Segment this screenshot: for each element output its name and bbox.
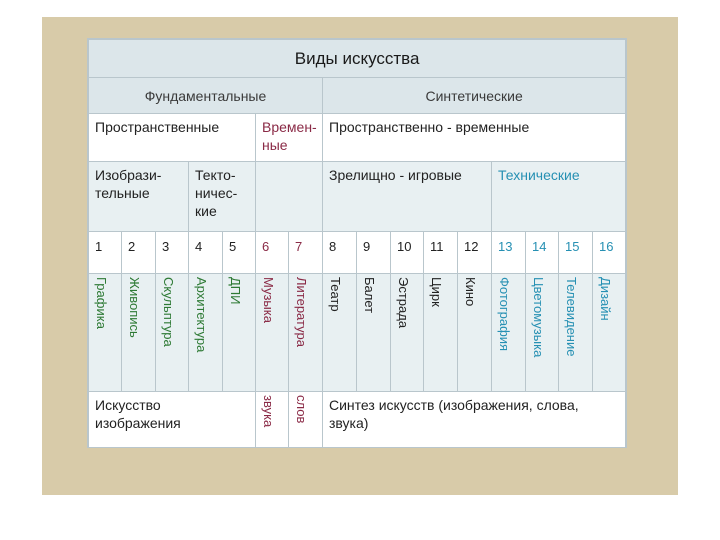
category-temporal: Времен- ные: [256, 114, 323, 162]
art-name: Цирк: [429, 277, 444, 307]
art-cell: [492, 274, 526, 392]
art-cell: [559, 274, 593, 392]
art-name: Литература: [294, 277, 309, 347]
art-number: 8: [323, 232, 357, 274]
art-number: 12: [458, 232, 492, 274]
art-name: Эстрада: [396, 277, 411, 329]
bottom-words: слов: [294, 395, 309, 424]
art-number: 2: [122, 232, 156, 274]
art-number: 4: [189, 232, 223, 274]
subcategory-tectonic: Текто- ничес- кие: [189, 162, 256, 232]
art-cell: [223, 274, 256, 392]
bottom-sound: звука: [261, 395, 276, 428]
art-cell: [122, 274, 156, 392]
art-cell: [526, 274, 559, 392]
table-title: Виды искусства: [89, 40, 626, 78]
art-name: Кино: [463, 277, 478, 307]
art-number: 7: [289, 232, 323, 274]
category-spatial: Пространственные: [89, 114, 256, 162]
art-cell: [156, 274, 189, 392]
bottom-image-arts: Искусство изображения: [89, 392, 256, 448]
art-cell: [458, 274, 492, 392]
art-name: Живопись: [127, 277, 142, 338]
bottom-synthesis: Синтез искусств (изображения, слова, звука): [323, 392, 626, 448]
art-name: Дизайн: [598, 277, 613, 321]
group-fundamental: Фундаментальные: [89, 78, 323, 114]
art-cell: [289, 274, 323, 392]
group-synthetic: Синтетические: [323, 78, 626, 114]
art-number: 5: [223, 232, 256, 274]
art-name: ДПИ: [228, 277, 243, 305]
art-number: 1: [89, 232, 122, 274]
art-name: Архитектура: [194, 277, 209, 353]
art-name: Скульптура: [161, 277, 176, 347]
art-cell: [89, 274, 122, 392]
art-name: Фотография: [497, 277, 512, 352]
art-name: Балет: [362, 277, 377, 314]
art-name: Графика: [94, 277, 109, 329]
art-cell: [256, 274, 289, 392]
art-number: 13: [492, 232, 526, 274]
art-cell: [424, 274, 458, 392]
bottom-sound-cell: [256, 392, 289, 448]
subcategory-spectacle: Зрелищно - игровые: [323, 162, 492, 232]
art-number: 14: [526, 232, 559, 274]
art-name: Театр: [328, 277, 343, 312]
category-spatiotemporal: Пространственно - временные: [323, 114, 626, 162]
subcategory-technical: Технические: [492, 162, 626, 232]
bottom-words-cell: [289, 392, 323, 448]
art-cell: [323, 274, 357, 392]
art-cell: [357, 274, 391, 392]
art-name: Цветомузыка: [531, 277, 546, 358]
art-cell: [391, 274, 424, 392]
art-number: 11: [424, 232, 458, 274]
art-cell: [593, 274, 626, 392]
arts-table: [87, 38, 627, 448]
art-number: 10: [391, 232, 424, 274]
art-name: Телевидение: [564, 277, 579, 357]
art-number: 3: [156, 232, 189, 274]
subcategory-visual: Изобрази- тельные: [89, 162, 189, 232]
art-number: 16: [593, 232, 626, 274]
art-cell: [189, 274, 223, 392]
art-number: 9: [357, 232, 391, 274]
art-number: 6: [256, 232, 289, 274]
art-name: Музыка: [261, 277, 276, 323]
empty-cell: [256, 162, 323, 232]
art-number: 15: [559, 232, 593, 274]
